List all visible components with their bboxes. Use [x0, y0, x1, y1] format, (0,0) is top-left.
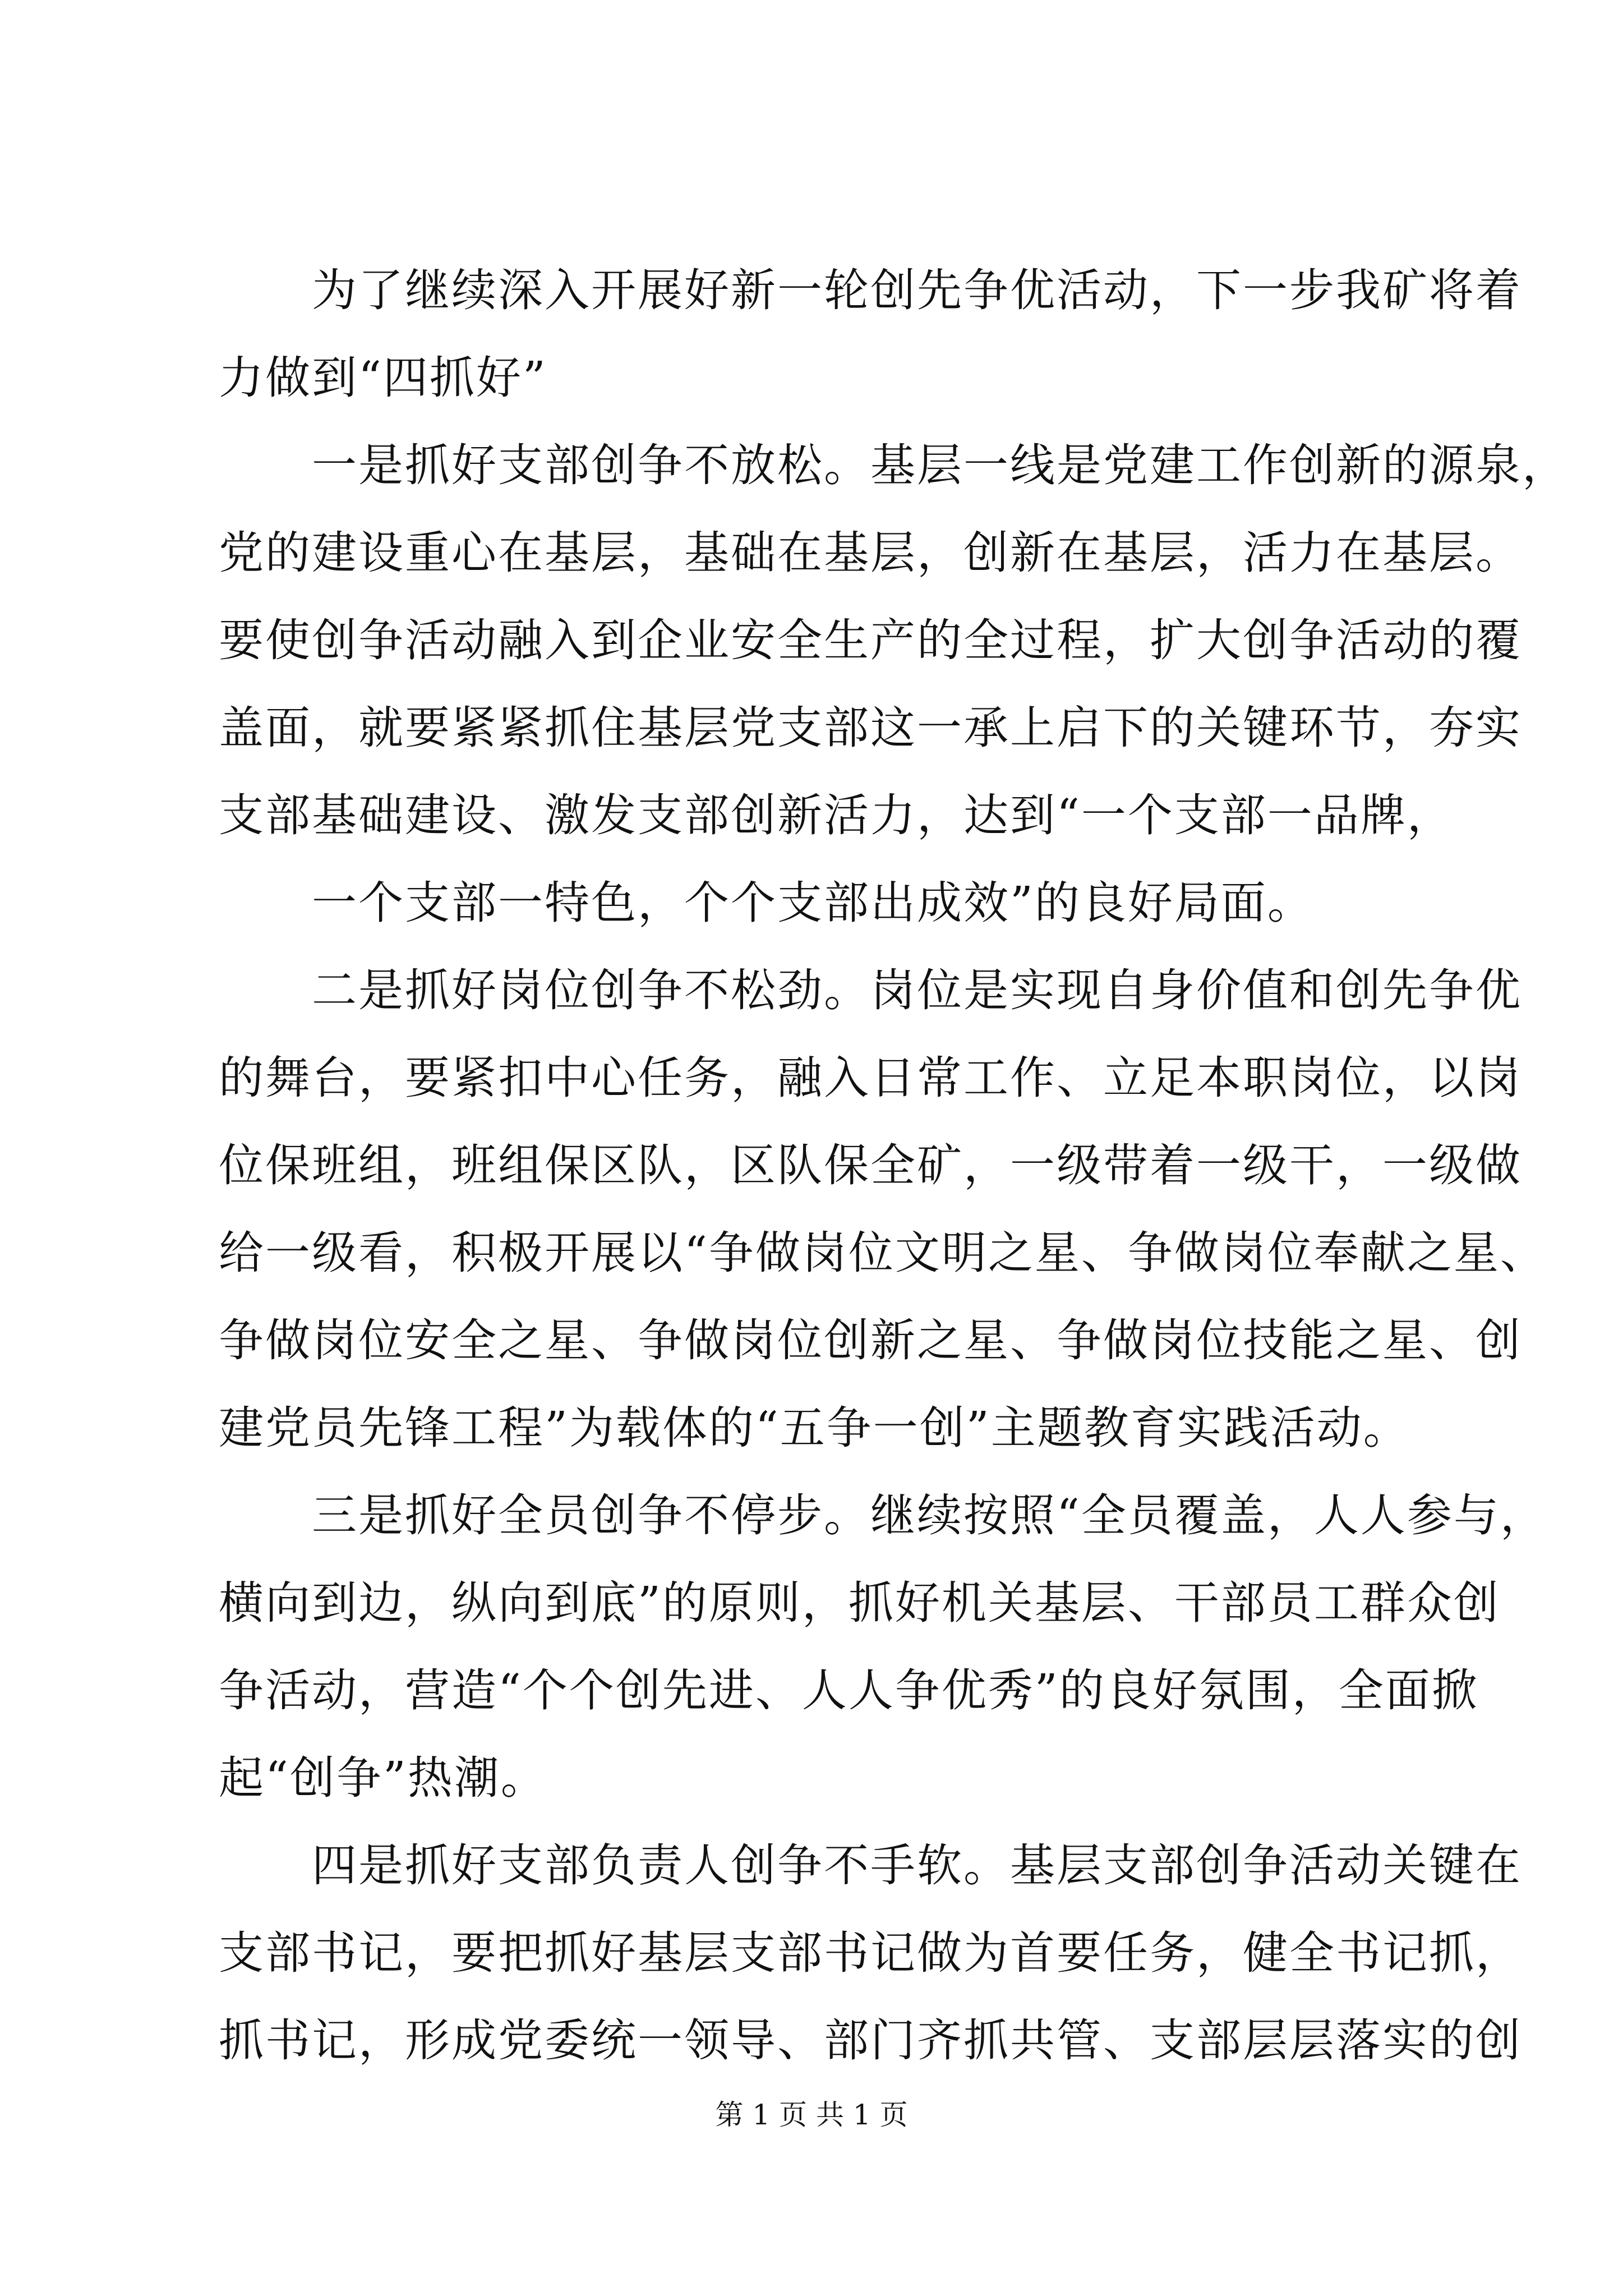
text-line: 抓书记，形成党委统一领导、部门齐抓共管、支部层层落实的创	[219, 2014, 1522, 2067]
page-footer: 第 1 页 共 1 页	[715, 2099, 908, 2131]
text-line: 支部基础建设、激发支部创新活力，达到“一个支部一品牌，	[219, 789, 1454, 841]
text-line: 横向到边，纵向到底”的原则，抓好机关基层、干部员工群众创	[219, 1577, 1500, 1629]
text-line: 建党员先锋工程”为载体的“五争一创”主题教育实践活动。	[219, 1402, 1410, 1454]
text-line: 三是抓好全员创争不停步。继续按照“全员覆盖，人人参与，	[219, 1489, 1547, 1542]
text-line: 为了继续深入开展好新一轮创先争优活动，下一步我矿将着	[219, 264, 1522, 316]
text-line: 要使创争活动融入到企业安全生产的全过程，扩大创争活动的覆	[219, 614, 1522, 666]
text-line: 起“创争”热潮。	[219, 1752, 547, 1804]
text-line: 争活动，营造“个个创先进、人人争优秀”的良好氛围，全面掀	[219, 1664, 1478, 1717]
text-line: 党的建设重心在基层，基础在基层，创新在基层，活力在基层。	[219, 527, 1522, 579]
text-line: 争做岗位安全之星、争做岗位创新之星、争做岗位技能之星、创	[219, 1314, 1522, 1366]
text-line: 四是抓好支部负责人创争不手软。基层支部创争活动关键在	[219, 1839, 1522, 1892]
text-line: 一个支部一特色，个个支部出成效”的良好局面。	[219, 877, 1314, 929]
text-line: 位保班组，班组保区队，区队保全矿，一级带着一级干，一级做	[219, 1139, 1522, 1191]
text-line: 支部书记，要把抓好基层支部书记做为首要任务，健全书记抓，	[219, 1927, 1522, 1979]
text-line: 二是抓好岗位创争不松劲。岗位是实现自身价值和创先争优	[219, 964, 1522, 1016]
text-line: 力做到“四抓好”	[219, 352, 547, 404]
text-line: 盖面，就要紧紧抓住基层党支部这一承上启下的关键环节，夯实	[219, 702, 1522, 754]
text-line: 一是抓好支部创争不放松。基层一线是党建工作创新的源泉，	[219, 439, 1569, 491]
text-line: 的舞台，要紧扣中心任务，融入日常工作、立足本职岗位，以岗	[219, 1052, 1522, 1104]
text-line: 给一级看，积极开展以“争做岗位文明之星、争做岗位奉献之星、	[219, 1227, 1547, 1279]
